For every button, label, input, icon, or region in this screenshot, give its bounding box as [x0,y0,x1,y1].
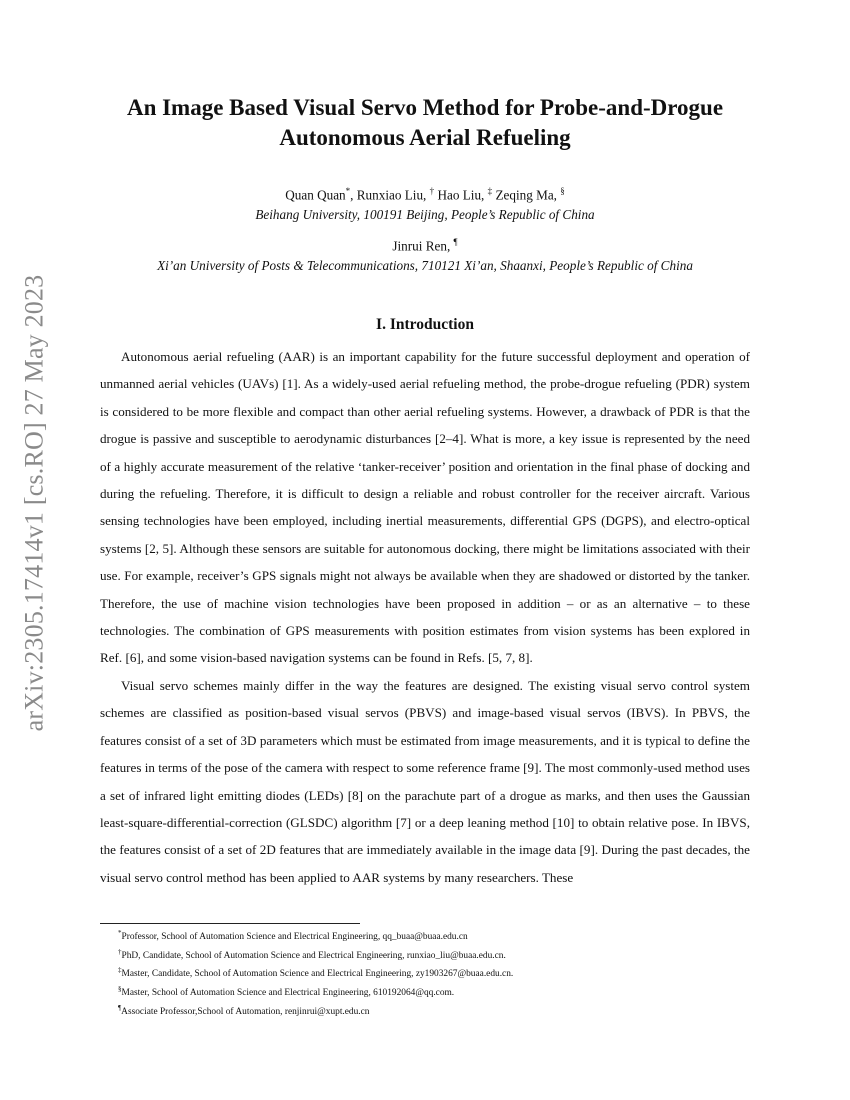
author-hao-liu: Hao Liu, [437,187,485,203]
footnote-mark: * [118,929,122,937]
affiliation-beihang: Beihang University, 100191 Beijing, People’s Republic of China [255,207,595,223]
footnote-text: PhD, Candidate, School of Automation Science and Electrical Engineering, runxiao_liu@buaa.edu.cn. [121,950,506,961]
footnote-mark: ¶ [453,237,458,247]
author-quan-quan: Quan Quan [285,187,346,203]
footnote-item [118,926,758,945]
title-line-1: An Image Based Visual Servo Method for Probe-and-Drogue [126,95,724,120]
author-names-line: Quan Quan*, Runxiao Liu, † Hao Liu, ‡ Zeqing Ma, § [285,186,565,203]
footnotes [118,926,758,1020]
footnote-item [118,982,758,1001]
affiliation-xian: Xi’an University of Posts & Telecommunications, 710121 Xi’an, Shaanxi, People’s Republic of China [157,258,693,274]
footnote-mark: * [345,186,351,196]
footnote-item [118,963,758,982]
author-zeqing-ma: Zeqing Ma, [495,187,557,203]
footnote-text: Master, School of Automation Science and Electrical Engineering, 610192064@qq.com. [121,988,455,999]
footnote-mark: ‡ [118,966,122,975]
footnote-item [118,945,758,964]
footnote-mark: ¶ [118,1003,122,1012]
arxiv-identifier-stamp [10,258,58,748]
footnote-item [118,1001,758,1020]
footnote-mark: † [429,186,435,196]
footnote-mark: § [118,985,122,994]
footnote-text: Professor, School of Automation Science and Electrical Engineering, qq_buaa@buaa.edu.cn [121,932,468,943]
author-block-xian [100,232,750,276]
paragraph: Autonomous aerial refueling (AAR) is an important capability for the future successful deployment and operation of unmanned aerial vehicles (UAVs) [1]. As a widely-used aerial refueling method, the probe-drogue refueling (PDR) system is considered to be more flexible and compact than other aerial refueling systems. However, a drawback of PDR is that the drogue is passive and susceptible to aerodynamic disturbances [2–4]. What is more, a key issue is represented by the need of a highly accurate measurement of the relative ‘tanker-receiver’ position and orientation in the final phase of docking and during the refueling. Therefore, it is difficult to design a reliable and robust controller for the receiver aircraft. Various sensing technologies have been employed, including inertial measurements, differential GPS (DGPS), and electro-optical systems [2, 5]. Although these sensors are suitable for autonomous docking, there might be limitations associated with their use. For example, receiver’s GPS signals might not always be available when they are shadowed or distorted by the tanker. Therefore, the use of machine vision technologies have been proposed in addition – or as an alternative – to these technologies. The combination of GPS measurements with position estimates from vision systems has been explored in Ref. [6], and some vision-based navigation systems can be found in Refs. [5, 7, 8]. [100,349,750,666]
author-runxiao-liu: Runxiao Liu, [356,187,427,203]
footnote-mark: † [118,947,122,956]
footnote-text: Master, Candidate, School of Automation Science and Electrical Engineering, zy1903267@buaa.edu.cn. [121,969,514,980]
section-heading-introduction: I. Introduction [376,316,474,333]
arxiv-identifier-text: arXiv:2305.17414v1 [cs.RO] 27 May 2023 [19,274,48,732]
introduction-body [100,343,750,891]
footnote-mark: ‡ [487,186,493,196]
paragraph: Visual servo schemes mainly differ in the way the features are designed. The existing visual servo control system schemes are classified as position-based visual servos (PBVS) and image-based visual servos (IBVS). In PBVS, the features consist of a set of 3D parameters which must be estimated from image measurements, and it is typical to define the features in terms of the pose of the camera with respect to some reference frame [9]. The most commonly-used method uses a set of infrared light emitting diodes (LEDs) [8] on the parachute part of a drogue as marks, and then uses the Gaussian least-square-differential-correction (GLSDC) algorithm [7] or a deep leaning method [10] to obtain relative pose. In IBVS, the features consist of a set of 2D features that are immediately available in the image data [9]. During the past decades, the visual servo control method has been applied to AAR systems by many researchers. These [100,677,750,885]
author-jinrui-ren: Jinrui Ren, [392,238,451,254]
footnote-mark: § [560,186,565,196]
author-names-line [100,232,750,256]
paper-title [100,93,750,153]
author-block-beihang [100,181,750,225]
title-line-2: Autonomous Aerial Refueling [279,125,571,150]
footnote-divider [100,923,360,924]
footnote-text: Associate Professor,School of Automation, renjinrui@xupt.edu.cn [121,1007,370,1017]
